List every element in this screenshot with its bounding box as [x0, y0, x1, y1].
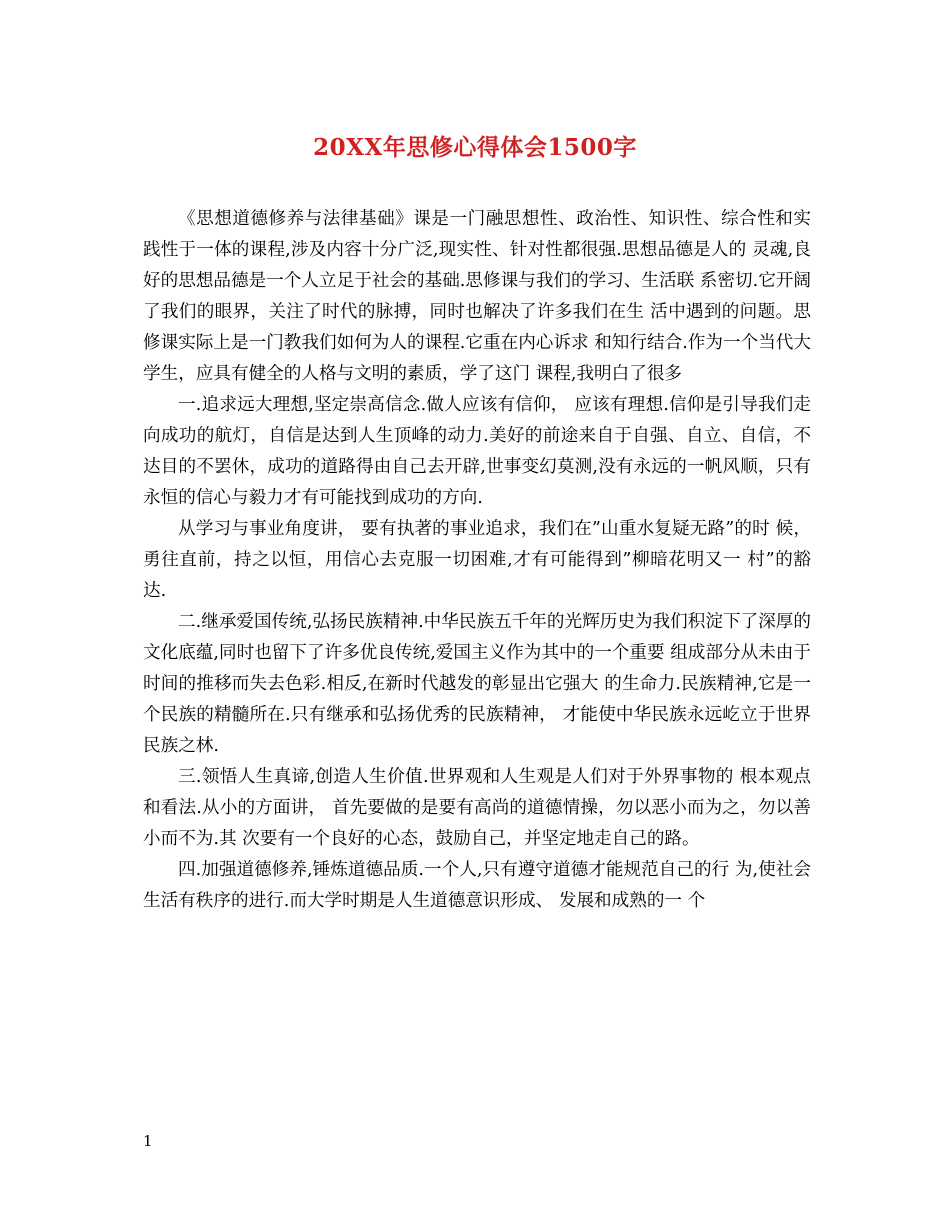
document-title: 20XX年思修心得体会1500字 [313, 134, 637, 161]
paragraph-section-1-continued: 从学习与事业角度讲， 要有执著的事业追求，我们在”山重水复疑无路”的时 候，勇往直前，持之以恒，用信心去克服一切困难,才有可能得到”柳暗花明又一 村”的豁达. [143, 519, 811, 601]
paragraph-section-2: 二.继承爱国传统,弘扬民族精神.中华民族五千年的光辉历史为我们积淀下了深厚的文化底蕴,同时也留下了许多优良传统,爱国主义作为其中的一个重要 组成部分从未由于时间的推移而失去色彩.相反,在新时代越发的彰显出它强大 的生命力.民族精神,它是一个民族的精髓所在.只有继承和弘扬优秀的民族精神， 才能使中华民族永远屹立于世界民族之林. [143, 612, 811, 756]
paragraph-intro: 《思想道德修养与法律基础》课是一门融思想性、政治性、知识性、综合性和实 践性于一体的课程,涉及内容十分广泛,现实性、针对性都很强.思想品德是人的 灵魂,良好的思想品德是一个人立足于社会的基础.思修课与我们的学习、生活联 系密切.它开阔了我们的眼界，关注了时代的脉搏，同时也解决了许多我们在生 活中遇到的问题。思修课实际上是一门教我们如何为人的课程.它重在内心诉求 和知行结合.作为一个当代大学生，应具有健全的人格与文明的素质，学了这门 课程,我明白了很多 [143, 209, 811, 384]
paragraph-section-1: 一.追求远大理想,坚定崇高信念.做人应该有信仰， 应该有理想.信仰是引导我们走向成功的航灯，自信是达到人生顶峰的动力.美好的前途来自于自强、自立、自信，不达目的不罢休，成功的道路得由自己去开辟,世事变幻莫测,没有永远的一帆风顺，只有永恒的信心与毅力才有可能找到成功的方向. [143, 395, 811, 508]
document-body [143, 204, 811, 917]
page-number: 1 [143, 1132, 153, 1150]
paragraph-section-3: 三.领悟人生真谛,创造人生价值.世界观和人生观是人们对于外界事物的 根本观点和看法.从小的方面讲， 首先要做的是要有高尚的道德情操，勿以恶小而为之，勿以善小而不为.其 次要有一个良好的心态，鼓励自己，并坚定地走自己的路。 [143, 767, 811, 849]
paragraph-section-4: 四.加强道德修养,锤炼道德品质.一个人,只有遵守道德才能规范自己的行 为,使社会生活有秩序的进行.而大学时期是人生道德意识形成、 发展和成熟的一 个 [143, 860, 811, 911]
